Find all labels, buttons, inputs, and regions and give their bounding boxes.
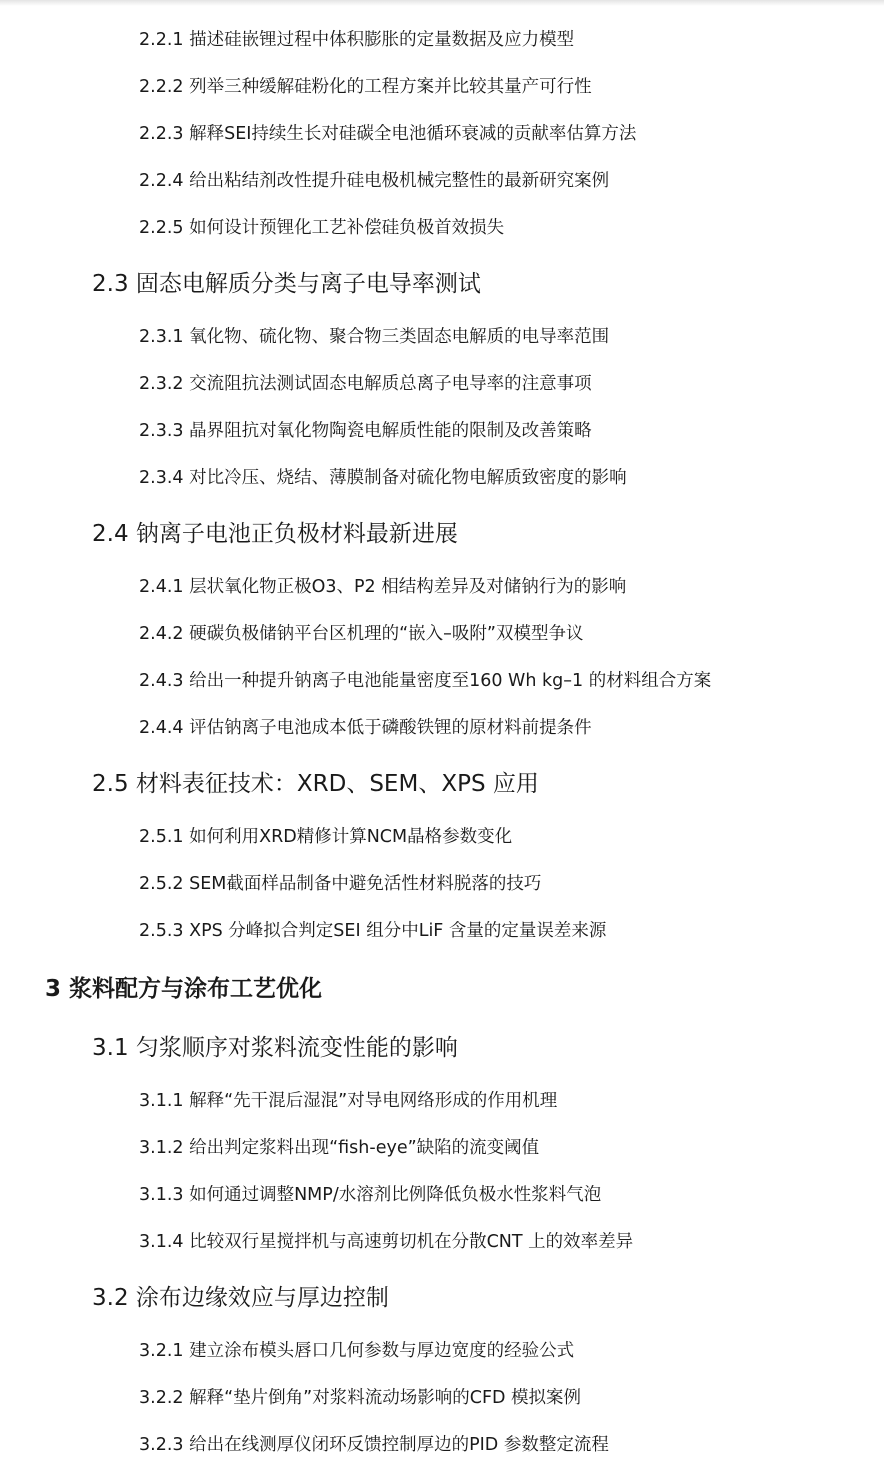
outline-item-2-2-2: 2.2.2 列举三种缓解硅粉化的工程方案并比较其量产可行性 <box>139 77 592 97</box>
outline-item-3-2-3: 3.2.3 给出在线测厚仪闭环反馈控制厚边的PID 参数整定流程 <box>139 1435 609 1455</box>
outline-item-2-5-3: 2.5.3 XPS 分峰拟合判定SEI 组分中LiF 含量的定量误差来源 <box>139 921 607 941</box>
section-heading-2-3: 2.3 固态电解质分类与离子电导率测试 <box>92 271 481 297</box>
outline-item-2-2-3: 2.2.3 解释SEI持续生长对硅碳全电池循环衰减的贡献率估算方法 <box>139 124 637 144</box>
outline-item-2-4-3: 2.4.3 给出一种提升钠离子电池能量密度至160 Wh kg–1 的材料组合方案 <box>139 671 712 691</box>
outline-item-2-2-4: 2.2.4 给出粘结剂改性提升硅电极机械完整性的最新研究案例 <box>139 171 610 191</box>
top-scroll-shadow <box>0 0 884 6</box>
chapter-heading-3: 3 浆料配方与涂布工艺优化 <box>45 976 323 1002</box>
outline-item-3-2-1: 3.2.1 建立涂布模头唇口几何参数与厚边宽度的经验公式 <box>139 1341 575 1361</box>
outline-item-2-2-1: 2.2.1 描述硅嵌锂过程中体积膨胀的定量数据及应力模型 <box>139 30 575 50</box>
outline-item-2-3-2: 2.3.2 交流阻抗法测试固态电解质总离子电导率的注意事项 <box>139 374 592 394</box>
outline-item-2-3-1: 2.3.1 氧化物、硫化物、聚合物三类固态电解质的电导率范围 <box>139 327 610 347</box>
outline-item-2-4-2: 2.4.2 硬碳负极储钠平台区机理的“嵌入–吸附”双模型争议 <box>139 624 584 644</box>
outline-item-2-3-4: 2.3.4 对比冷压、烧结、薄膜制备对硫化物电解质致密度的影响 <box>139 468 627 488</box>
outline-item-2-4-4: 2.4.4 评估钠离子电池成本低于磷酸铁锂的原材料前提条件 <box>139 718 592 738</box>
outline-item-2-5-1: 2.5.1 如何利用XRD精修计算NCM晶格参数变化 <box>139 827 513 847</box>
outline-item-2-3-3: 2.3.3 晶界阻抗对氧化物陶瓷电解质性能的限制及改善策略 <box>139 421 592 441</box>
outline-item-3-1-2: 3.1.2 给出判定浆料出现“fish-eye”缺陷的流变阈值 <box>139 1138 540 1158</box>
section-heading-3-2: 3.2 涂布边缘效应与厚边控制 <box>92 1285 389 1311</box>
outline-item-3-1-3: 3.1.3 如何通过调整NMP/水溶剂比例降低负极水性浆料气泡 <box>139 1185 602 1205</box>
outline-item-2-4-1: 2.4.1 层状氧化物正极O3、P2 相结构差异及对储钠行为的影响 <box>139 577 627 597</box>
section-heading-3-1: 3.1 匀浆顺序对浆料流变性能的影响 <box>92 1035 458 1061</box>
outline-item-2-5-2: 2.5.2 SEM截面样品制备中避免活性材料脱落的技巧 <box>139 874 542 894</box>
section-heading-2-4: 2.4 钠离子电池正负极材料最新进展 <box>92 521 458 547</box>
outline-item-3-1-1: 3.1.1 解释“先干混后湿混”对导电网络形成的作用机理 <box>139 1091 558 1111</box>
outline-item-3-1-4: 3.1.4 比较双行星搅拌机与高速剪切机在分散CNT 上的效率差异 <box>139 1232 634 1252</box>
section-heading-2-5: 2.5 材料表征技术：XRD、SEM、XPS 应用 <box>92 771 539 797</box>
outline-item-2-2-5: 2.2.5 如何设计预锂化工艺补偿硅负极首效损失 <box>139 218 505 238</box>
outline-item-3-2-2: 3.2.2 解释“垫片倒角”对浆料流动场影响的CFD 模拟案例 <box>139 1388 582 1408</box>
